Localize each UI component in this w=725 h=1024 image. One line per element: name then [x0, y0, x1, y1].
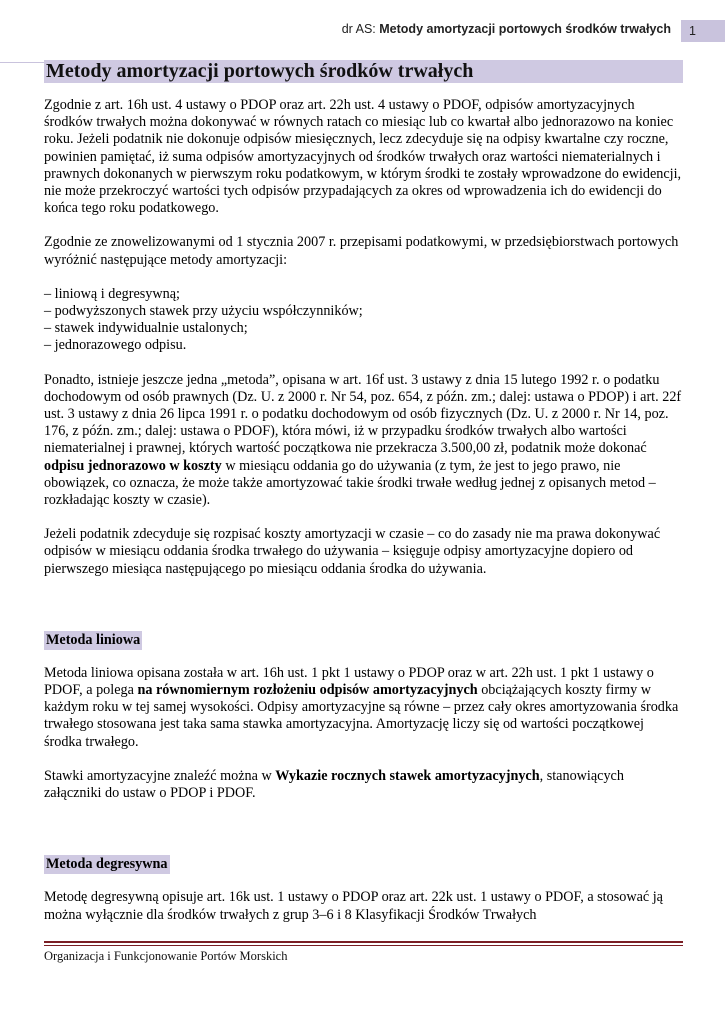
header-prefix: dr AS:	[341, 22, 380, 36]
page-number: 1	[681, 20, 725, 42]
list-item: – liniową i degresywną;	[44, 285, 180, 302]
paragraph-stawki	[44, 768, 683, 802]
methods-list	[44, 286, 683, 355]
document-body	[44, 60, 683, 941]
bold-phrase: Wykazie rocznych stawek amortyzacyjnych	[275, 767, 540, 784]
paragraph-intro: Zgodnie z art. 16h ust. 4 ustawy o PDOP oraz art. 22h ust. 4 ustawy o PDOF, odpisów amortyzacyjnych środków trwałych można dokonywać w równych ratach co miesiąc lub co kwartał albo jednorazowo na koniec roku. Jeżeli podatnik nie dokonuje odpisów miesięcznych, lecz zdecyduje się na odpisy kwartalne czy roczne, powinien pamiętać, iż suma odpisów amortyzacyjnych od środków trwałych oraz wartości niematerialnych i prawnych dokonanych w pierwszym roku podatkowym, w którym środki te zostały wprowadzone do ewidencji, nie może przekroczyć wartości tych odpisów przypadających za okres od wprowadzenia ich do ewidencji do końca tego roku podatkowego.	[44, 97, 682, 217]
document-title: Metody amortyzacji portowych środków trwałych	[44, 60, 683, 83]
footer-divider-thin	[44, 945, 683, 946]
text-run: obciążających koszty firmy w każdym roku w tej samej wysokości. Odpisy amortyzacyjne są równe – przez cały okres amortyzowania środka trwałego stosowana jest taka sama stawka amortyzacyjna. Amortyzację liczy się od wartości początkowej środka trwałego.	[44, 682, 679, 750]
page-header	[0, 20, 725, 44]
text-run: Ponadto, istnieje jeszcze jedna „metoda”, opisana w art. 16f ust. 3 ustawy z dnia 15 lutego 1992 r. o podatku dochodowym od osób prawnych (Dz. U. z 2000 r. Nr 54, poz. 654, z późn. zm.; dalej: ustawa o PDOP) i art. 22f ust. 3 ustawy z dnia 26 lipca 1991 r. o podatku dochodowym od osób fizycznych (Dz. U. z 2000 r. Nr 14, poz. 176, z późn. zm.; dalej: ustawa o PDOF), która mówi, iż w przypadku środków trwałych albo wartości niematerialnej i prawnej, których wartość początkowa nie przekracza 3.500,00 zł, podatnik może dokonać	[44, 371, 682, 457]
text-run: Stawki amortyzacyjne znaleźć można w	[44, 767, 276, 784]
list-item: – stawek indywidualnie ustalonych;	[44, 320, 248, 337]
text-run: , stanowiących załączniki do ustaw o PDOP i PDOF.	[44, 767, 624, 802]
list-item: – jednorazowego odpisu.	[44, 337, 187, 354]
section-heading-degresywna: Metoda degresywna	[46, 856, 168, 873]
paragraph-liniowa	[44, 665, 683, 751]
list-item: – podwyższonych stawek przy użyciu współczynników;	[44, 303, 363, 320]
bold-phrase: na równomiernym rozłożeniu odpisów amortyzacyjnych	[137, 682, 478, 699]
paragraph-methods-intro: Zgodnie ze znowelizowanymi od 1 stycznia 2007 r. przepisami podatkowymi, w przedsiębiorstwach portowych wyróżnić następujące metody amortyzacji:	[44, 234, 679, 268]
paragraph-one-off	[44, 372, 683, 510]
header-title: Metody amortyzacji portowych środków trwałych	[379, 22, 671, 36]
paragraph-degresywna: Metodę degresywną opisuje art. 16k ust. 1 ustawy o PDOP oraz art. 22k ust. 1 ustawy o PDOF, a stosować ją można wyłącznie dla środków trwałych z grup 3–6 i 8 Klasyfikacji Środków Trwałych	[44, 889, 663, 923]
bold-phrase: odpisu jednorazowo w koszty	[44, 457, 222, 474]
text-run: w miesiącu oddania go do używania (z tym, że jest to jego prawo, nie obowiązek, co oznacza, że może także amortyzować takie środki trwałe według jednej z opisanych metod – rozkładając koszty w czasie).	[44, 457, 656, 509]
section-spacer	[44, 595, 683, 631]
page-footer: Organizacja i Funkcjonowanie Portów Morskich	[44, 949, 288, 963]
footer-divider	[44, 941, 683, 943]
text-run: Metoda liniowa opisana została w art. 16h ust. 1 pkt 1 ustawy o PDOP oraz w art. 22h ust. 1 pkt 1 ustawy o PDOF, a polega	[44, 664, 654, 699]
paragraph-time-spread: Jeżeli podatnik zdecyduje się rozpisać koszty amortyzacji w czasie – co do zasady nie ma prawa dokonywać odpisów w miesiącu oddania środka trwałego do używania – księguje odpisy amortyzacyjne dopiero od pierwszego miesiąca następującego po miesiącu oddania środka do używania.	[44, 526, 661, 577]
section-heading-liniowa: Metoda liniowa	[46, 631, 141, 648]
section-spacer	[44, 819, 683, 855]
running-header	[342, 22, 671, 36]
